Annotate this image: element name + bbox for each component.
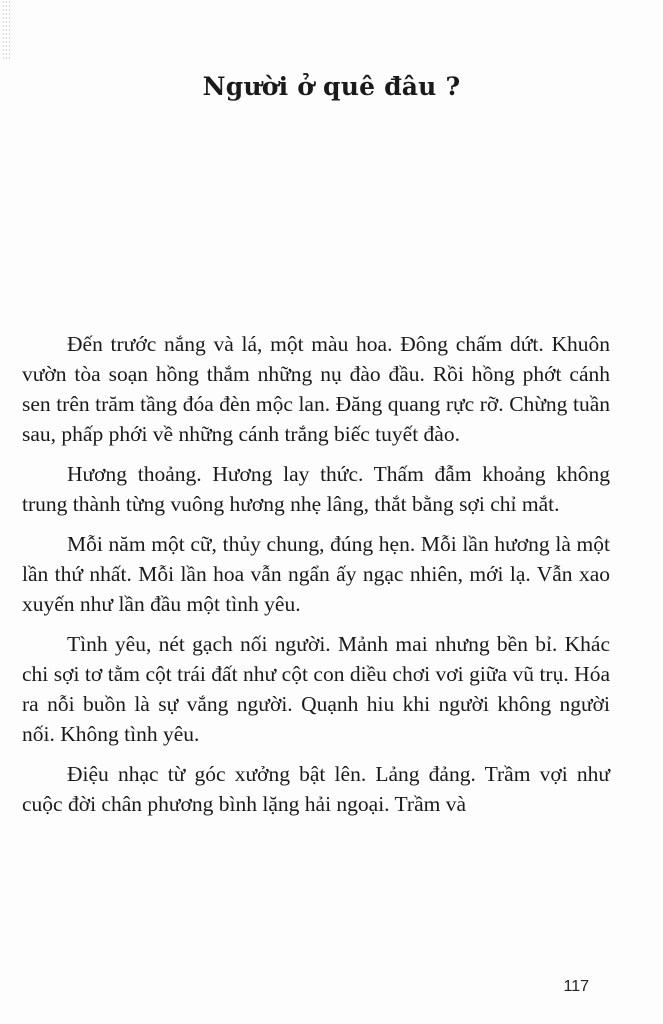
paragraph-4: Tình yêu, nét gạch nối người. Mảnh mai nhưng bền bỉ. Khác chi sợi tơ tằm cột trái đất như cột con diều chơi vơi giữa vũ trụ. Hóa ra nỗi buồn là sự vắng người. Quạnh hiu khi người không người nối. Không tình yêu.	[22, 632, 610, 746]
paragraph-3: Mỗi năm một cữ, thủy chung, đúng hẹn. Mỗi lần hương là một lần thứ nhất. Mỗi lần hoa vẫn ngẩn ấy ngạc nhiên, mới lạ. Vẫn xao xuyến như lần đầu một tình yêu.	[22, 532, 610, 616]
body-text	[22, 329, 610, 829]
scan-edge-noise	[2, 0, 10, 60]
chapter-title: Người ở quê đâu ?	[202, 72, 461, 101]
paragraph-2: Hương thoảng. Hương lay thức. Thấm đẫm khoảng không trung thành từng vuông hương nhẹ lâng, thắt bằng sợi chỉ mắt.	[22, 462, 610, 516]
paragraph-1: Đến trước nắng và lá, một màu hoa. Đông chấm dứt. Khuôn vườn tòa soạn hồng thắm những nụ đào đầu. Rồi hồng phớt cánh sen trên trăm tầng đóa đèn mộc lan. Đăng quang rực rỡ. Chừng tuần sau, phấp phới về những cánh trắng biếc tuyết đào.	[22, 332, 610, 446]
page-number: 117	[563, 978, 589, 995]
paragraph-5: Điệu nhạc từ góc xưởng bật lên. Lảng đảng. Trầm vợi như cuộc đời chân phương bình lặng hải ngoại. Trầm và	[22, 762, 610, 816]
